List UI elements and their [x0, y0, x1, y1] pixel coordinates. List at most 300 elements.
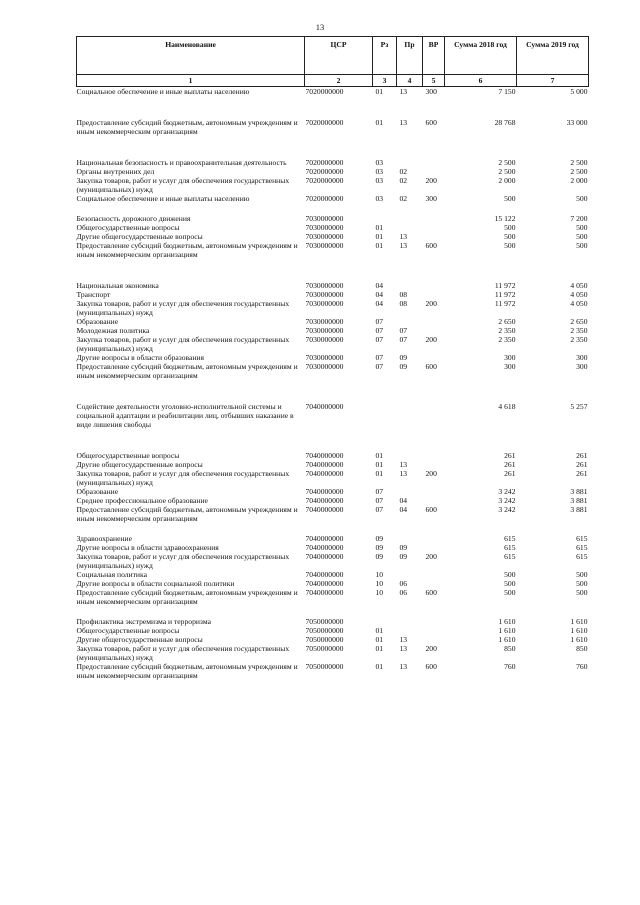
row-pr: [397, 626, 423, 635]
row-csr: 7020000000: [305, 167, 344, 176]
row-sum-2018: 500: [504, 588, 516, 597]
row-sum-2019: 760: [576, 662, 588, 671]
row-rz: 04: [375, 281, 384, 290]
row-rz: 01: [375, 460, 384, 469]
row-rz: 04: [375, 299, 384, 308]
row-pr: 02: [399, 167, 408, 176]
row-name: Содействие деятельности уголовно-исполнительной системы и социальной адаптации и реабилитации лиц, отбывших наказание в виде лишения свободы: [76, 402, 294, 429]
table-row: [77, 451, 589, 460]
row-csr: 7020000000: [305, 158, 344, 167]
row-pr: [397, 451, 423, 460]
row-sum-2018: 3 242: [498, 496, 516, 505]
row-name: Социальная политика: [76, 570, 147, 579]
row-rz: 01: [375, 635, 384, 644]
table-row: [77, 87, 589, 97]
row-name: Закупка товаров, работ и услуг для обеспечения государственных (муниципальных) нужд: [76, 644, 290, 662]
row-vr: [423, 167, 445, 176]
table-row: [77, 635, 589, 644]
row-csr: 7030000000: [305, 214, 344, 223]
row-vr: [423, 353, 445, 362]
table-row: [77, 543, 589, 552]
row-rz: 01: [375, 87, 384, 96]
spacer-row: [77, 429, 589, 451]
row-vr: [423, 326, 445, 335]
spacer-row: [77, 136, 589, 158]
row-sum-2018: 500: [504, 241, 516, 250]
row-rz: 09: [375, 534, 384, 543]
row-name: Общегосударственные вопросы: [76, 451, 180, 460]
row-pr: 06: [399, 588, 408, 597]
row-name: Образование: [76, 487, 119, 496]
row-csr: 7030000000: [305, 353, 344, 362]
table-row: [77, 214, 589, 223]
row-rz: 04: [375, 290, 384, 299]
row-sum-2018: 261: [504, 469, 516, 478]
row-vr: 300: [425, 194, 437, 203]
row-csr: 7040000000: [305, 460, 344, 469]
row-name: Предоставление субсидий бюджетным, автономным учреждениям и иным некоммерческим организациям: [76, 362, 298, 380]
row-csr: 7020000000: [305, 118, 344, 127]
header-pr: Пр: [397, 37, 423, 75]
row-sum-2018: 760: [504, 662, 516, 671]
row-sum-2018: 615: [504, 552, 516, 561]
row-sum-2019: 2 000: [570, 176, 588, 185]
row-sum-2018: 300: [504, 362, 516, 371]
row-sum-2019: 261: [576, 469, 588, 478]
row-vr: 200: [425, 644, 437, 653]
row-sum-2019: 1 610: [570, 617, 588, 626]
row-name: Здравоохранение: [76, 534, 132, 543]
row-vr: [423, 487, 445, 496]
table-row: [77, 617, 589, 626]
table-row: [77, 158, 589, 167]
table-body: [77, 87, 589, 681]
row-csr: 7040000000: [305, 579, 344, 588]
row-sum-2019: 7 200: [570, 214, 588, 223]
row-name: Безопасность дорожного движения: [76, 214, 191, 223]
row-vr: [423, 626, 445, 635]
row-pr: 09: [399, 552, 408, 561]
row-rz: [373, 402, 397, 429]
table-row: [77, 552, 589, 570]
row-sum-2019: 261: [576, 460, 588, 469]
table-row: [77, 194, 589, 203]
table-row: [77, 281, 589, 290]
row-sum-2018: 500: [504, 570, 516, 579]
row-pr: 09: [399, 362, 408, 371]
row-rz: [373, 617, 397, 626]
row-name: Закупка товаров, работ и услуг для обеспечения государственных (муниципальных) нужд: [76, 335, 290, 353]
row-vr: [423, 460, 445, 469]
row-csr: 7040000000: [305, 487, 344, 496]
row-sum-2018: 7 150: [498, 87, 516, 96]
spacer-cell: [77, 606, 589, 617]
column-number: 7: [517, 75, 589, 87]
row-sum-2018: 261: [504, 451, 516, 460]
row-sum-2018: 500: [504, 223, 516, 232]
row-name: Национальная экономика: [76, 281, 159, 290]
table-row: [77, 487, 589, 496]
row-csr: 7030000000: [305, 299, 344, 308]
row-name: Предоставление субсидий бюджетным, автономным учреждениям и иным некоммерческим организациям: [76, 241, 298, 259]
row-sum-2019: 1 610: [570, 635, 588, 644]
row-sum-2018: 3 242: [498, 505, 516, 514]
row-rz: 01: [375, 662, 384, 671]
row-sum-2019: 5 000: [570, 87, 588, 96]
row-rz: 01: [375, 451, 384, 460]
row-csr: 7030000000: [305, 362, 344, 371]
row-pr: 13: [399, 460, 408, 469]
row-sum-2019: 1 610: [570, 626, 588, 635]
table-row: [77, 362, 589, 380]
row-sum-2019: 500: [576, 588, 588, 597]
row-pr: 08: [399, 299, 408, 308]
row-rz: 01: [375, 469, 384, 478]
row-csr: 7020000000: [305, 194, 344, 203]
row-sum-2018: 2 650: [498, 317, 516, 326]
table-row: [77, 469, 589, 487]
spacer-cell: [77, 429, 589, 451]
row-rz: 03: [375, 158, 384, 167]
row-sum-2019: 500: [576, 232, 588, 241]
row-csr: 7030000000: [305, 232, 344, 241]
row-sum-2018: 2 500: [498, 167, 516, 176]
table-row: [77, 579, 589, 588]
row-vr: 200: [425, 299, 437, 308]
table-row: [77, 167, 589, 176]
row-sum-2018: 615: [504, 534, 516, 543]
row-sum-2018: 850: [504, 644, 516, 653]
row-rz: 01: [375, 223, 384, 232]
row-pr: 13: [399, 241, 408, 250]
row-csr: 7030000000: [305, 326, 344, 335]
row-sum-2019: 3 881: [570, 496, 588, 505]
spacer-row: [77, 523, 589, 534]
row-sum-2019: 500: [576, 223, 588, 232]
row-name: Социальное обеспечение и иные выплаты населению: [76, 87, 250, 96]
row-rz: 07: [375, 317, 384, 326]
row-pr: [397, 158, 423, 167]
row-name: Транспорт: [76, 290, 111, 299]
row-vr: [423, 534, 445, 543]
row-vr: 600: [425, 118, 437, 127]
row-name: Закупка товаров, работ и услуг для обеспечения государственных (муниципальных) нужд: [76, 299, 290, 317]
spacer-row: [77, 96, 589, 118]
row-vr: [423, 158, 445, 167]
row-name: Профилактика экстремизма и терроризма: [76, 617, 211, 626]
row-sum-2019: 2 500: [570, 158, 588, 167]
row-sum-2019: 33 000: [566, 118, 588, 127]
table-row: [77, 232, 589, 241]
row-sum-2019: 615: [576, 534, 588, 543]
row-rz: 10: [375, 579, 384, 588]
row-sum-2018: 28 768: [494, 118, 516, 127]
row-rz: 10: [375, 570, 384, 579]
spacer-cell: [77, 136, 589, 158]
row-csr: 7040000000: [305, 588, 344, 597]
row-rz: 07: [375, 353, 384, 362]
row-vr: 600: [425, 588, 437, 597]
table-row: [77, 317, 589, 326]
row-name: Закупка товаров, работ и услуг для обеспечения государственных (муниципальных) нужд: [76, 552, 290, 570]
row-csr: 7050000000: [305, 644, 344, 653]
row-csr: 7040000000: [305, 451, 344, 460]
row-csr: 7040000000: [305, 505, 344, 514]
row-name: Предоставление субсидий бюджетным, автономным учреждениям и иным некоммерческим организациям: [76, 118, 298, 136]
row-sum-2018: 500: [504, 194, 516, 203]
row-sum-2019: 5 257: [570, 402, 588, 411]
table-header: [77, 37, 589, 87]
row-pr: [397, 214, 423, 223]
row-sum-2018: 2 000: [498, 176, 516, 185]
row-pr: [397, 570, 423, 579]
row-sum-2018: 2 500: [498, 158, 516, 167]
header-sum-2018: Сумма 2018 год: [445, 37, 517, 75]
row-csr: 7020000000: [305, 87, 344, 96]
row-sum-2018: 1 610: [498, 626, 516, 635]
row-sum-2018: 1 610: [498, 617, 516, 626]
row-rz: 07: [375, 487, 384, 496]
table-row: [77, 299, 589, 317]
row-pr: 09: [399, 353, 408, 362]
row-pr: 04: [399, 496, 408, 505]
table-row: [77, 176, 589, 194]
column-number: 4: [397, 75, 423, 87]
column-number: 6: [445, 75, 517, 87]
row-name: Общегосударственные вопросы: [76, 626, 180, 635]
row-vr: 600: [425, 662, 437, 671]
header-sum-2019: Сумма 2019 год: [517, 37, 589, 75]
table-row: [77, 626, 589, 635]
row-csr: 7030000000: [305, 223, 344, 232]
row-pr: [397, 223, 423, 232]
row-pr: 06: [399, 579, 408, 588]
row-vr: 300: [425, 87, 437, 96]
row-pr: 13: [399, 118, 408, 127]
row-sum-2019: 300: [576, 362, 588, 371]
table-row: [77, 223, 589, 232]
table-row: [77, 644, 589, 662]
row-sum-2018: 261: [504, 460, 516, 469]
row-rz: 01: [375, 232, 384, 241]
spacer-cell: [77, 259, 589, 281]
row-pr: 13: [399, 644, 408, 653]
row-csr: 7050000000: [305, 635, 344, 644]
spacer-cell: [77, 203, 589, 214]
row-vr: [423, 496, 445, 505]
row-pr: [397, 281, 423, 290]
row-name: Другие вопросы в области здравоохранения: [76, 543, 219, 552]
row-rz: 09: [375, 543, 384, 552]
column-number: 2: [305, 75, 373, 87]
row-sum-2019: 261: [576, 451, 588, 460]
row-name: Среднее профессиональное образование: [76, 496, 208, 505]
table-row: [77, 290, 589, 299]
table-row: [77, 326, 589, 335]
row-rz: 01: [375, 241, 384, 250]
row-rz: 10: [375, 588, 384, 597]
row-vr: [423, 451, 445, 460]
row-name: Национальная безопасность и правоохранительная деятельность: [76, 158, 287, 167]
row-vr: 600: [425, 241, 437, 250]
row-vr: [423, 570, 445, 579]
row-rz: 07: [375, 326, 384, 335]
row-sum-2019: 615: [576, 543, 588, 552]
row-sum-2019: 2 350: [570, 335, 588, 344]
row-name: Молодежная политика: [76, 326, 150, 335]
row-rz: 01: [375, 118, 384, 127]
row-sum-2019: 2 500: [570, 167, 588, 176]
row-pr: 13: [399, 469, 408, 478]
table-row: [77, 402, 589, 429]
column-number: 3: [373, 75, 397, 87]
row-csr: 7030000000: [305, 281, 344, 290]
row-pr: 13: [399, 635, 408, 644]
budget-table: [76, 36, 589, 680]
row-name: Другие общегосударственные вопросы: [76, 232, 203, 241]
row-sum-2019: 500: [576, 194, 588, 203]
page-number: 13: [315, 22, 325, 32]
row-vr: [423, 317, 445, 326]
row-sum-2019: 850: [576, 644, 588, 653]
table-row: [77, 335, 589, 353]
row-sum-2019: 2 650: [570, 317, 588, 326]
row-vr: [423, 579, 445, 588]
spacer-cell: [77, 523, 589, 534]
row-name: Закупка товаров, работ и услуг для обеспечения государственных (муниципальных) нужд: [76, 469, 290, 487]
row-pr: 13: [399, 662, 408, 671]
column-number: 1: [77, 75, 305, 87]
spacer-row: [77, 259, 589, 281]
header-vr: ВР: [423, 37, 445, 75]
row-name: Предоставление субсидий бюджетным, автономным учреждениям и иным некоммерческим организациям: [76, 662, 298, 680]
row-name: Другие общегосударственные вопросы: [76, 460, 203, 469]
row-sum-2019: 300: [576, 353, 588, 362]
row-vr: 600: [425, 505, 437, 514]
row-sum-2018: 15 122: [494, 214, 516, 223]
row-csr: 7030000000: [305, 335, 344, 344]
table-row: [77, 353, 589, 362]
table-row: [77, 241, 589, 259]
row-sum-2018: 500: [504, 232, 516, 241]
row-csr: 7030000000: [305, 241, 344, 250]
row-pr: 08: [399, 290, 408, 299]
row-sum-2018: 615: [504, 543, 516, 552]
row-pr: [397, 534, 423, 543]
row-sum-2018: 1 610: [498, 635, 516, 644]
row-pr: 02: [399, 176, 408, 185]
row-name: Предоставление субсидий бюджетным, автономным учреждениям и иным некоммерческим организациям: [76, 505, 298, 523]
row-csr: 7040000000: [305, 402, 344, 411]
row-rz: 01: [375, 626, 384, 635]
spacer-row: [77, 606, 589, 617]
row-name: Предоставление субсидий бюджетным, автономным учреждениям и иным некоммерческим организациям: [76, 588, 298, 606]
row-sum-2018: 2 350: [498, 335, 516, 344]
row-rz: 07: [375, 362, 384, 371]
row-sum-2019: 615: [576, 552, 588, 561]
header-name: Наименование: [77, 37, 305, 75]
row-csr: 7040000000: [305, 543, 344, 552]
row-rz: 03: [375, 194, 384, 203]
row-csr: 7050000000: [305, 617, 344, 626]
column-number: 5: [423, 75, 445, 87]
row-rz: 03: [375, 167, 384, 176]
row-sum-2019: 3 881: [570, 487, 588, 496]
row-name: Закупка товаров, работ и услуг для обеспечения государственных (муниципальных) нужд: [76, 176, 290, 194]
row-name: Другие вопросы в области образования: [76, 353, 204, 362]
row-vr: 200: [425, 469, 437, 478]
row-vr: [423, 402, 445, 429]
row-sum-2019: 500: [576, 570, 588, 579]
row-pr: [397, 317, 423, 326]
table-row: [77, 534, 589, 543]
row-pr: [397, 617, 423, 626]
row-csr: 7050000000: [305, 662, 344, 671]
row-sum-2019: 3 881: [570, 505, 588, 514]
row-sum-2019: 4 050: [570, 299, 588, 308]
spacer-row: [77, 380, 589, 402]
row-name: Образование: [76, 317, 119, 326]
table-row: [77, 460, 589, 469]
row-csr: 7040000000: [305, 570, 344, 579]
table-row: [77, 588, 589, 606]
row-rz: [373, 214, 397, 223]
row-rz: 09: [375, 552, 384, 561]
table-row: [77, 570, 589, 579]
row-sum-2019: 2 350: [570, 326, 588, 335]
row-csr: 7050000000: [305, 626, 344, 635]
spacer-cell: [77, 96, 589, 118]
row-vr: [423, 223, 445, 232]
row-csr: 7040000000: [305, 469, 344, 478]
row-sum-2018: 11 972: [494, 290, 516, 299]
header-csr: ЦСР: [305, 37, 373, 75]
row-vr: 200: [425, 335, 437, 344]
row-vr: [423, 543, 445, 552]
row-pr: 07: [399, 326, 408, 335]
row-sum-2019: 500: [576, 579, 588, 588]
row-vr: [423, 232, 445, 241]
spacer-row: [77, 203, 589, 214]
row-sum-2018: 3 242: [498, 487, 516, 496]
table-row: [77, 505, 589, 523]
header-rz: Рз: [373, 37, 397, 75]
row-vr: 200: [425, 552, 437, 561]
row-rz: 07: [375, 505, 384, 514]
row-sum-2018: 2 350: [498, 326, 516, 335]
row-pr: [397, 402, 423, 429]
row-vr: [423, 635, 445, 644]
row-sum-2018: 300: [504, 353, 516, 362]
row-csr: 7030000000: [305, 317, 344, 326]
table-row: [77, 118, 589, 136]
row-name: Другие вопросы в области социальной политики: [76, 579, 235, 588]
row-vr: [423, 281, 445, 290]
row-vr: [423, 214, 445, 223]
row-name: Органы внутренних дел: [76, 167, 155, 176]
row-sum-2019: 4 050: [570, 290, 588, 299]
row-vr: [423, 290, 445, 299]
row-rz: 07: [375, 496, 384, 505]
row-vr: [423, 617, 445, 626]
row-sum-2019: 4 050: [570, 281, 588, 290]
row-csr: 7020000000: [305, 176, 344, 185]
row-name: Другие общегосударственные вопросы: [76, 635, 203, 644]
row-csr: 7040000000: [305, 534, 344, 543]
row-pr: 02: [399, 194, 408, 203]
table-row: [77, 662, 589, 680]
row-sum-2018: 4 618: [498, 402, 516, 411]
